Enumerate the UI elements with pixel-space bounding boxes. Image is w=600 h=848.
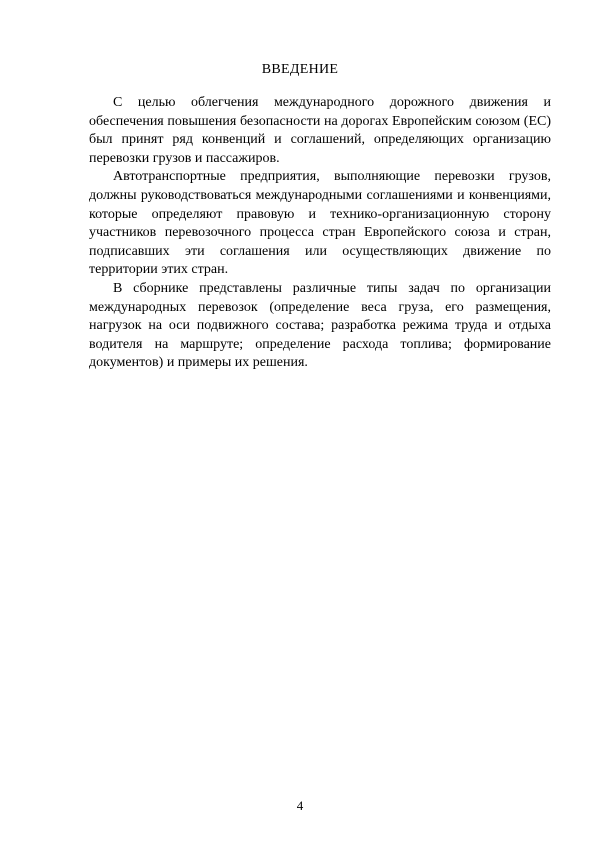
page-title: ВВЕДЕНИЕ [261, 62, 339, 77]
body-text [89, 94, 551, 373]
page-number: 4 [296, 798, 304, 813]
paragraph-1: С целью облегчения международного дорожного движения и обеспечения повышения безопасности на дорогах Европейским союзом (ЕС) был принят ряд конвенций и соглашений, определяющих организацию перевозки грузов и пассажиров. [89, 95, 551, 166]
paragraph-3: В сборнике представлены различные типы задач по организации международных перевозок (определение веса груза, его размещения, нагрузок на оси подвижного состава; разработка режима труда и отдыха водителя на маршруте; определение расхода топлива; формирование документов) и примеры их решения. [89, 280, 551, 371]
paragraph-2: Автотранспортные предприятия, выполняющие перевозки грузов, должны руководствоваться международными соглашениями и конвенциями, которые определяют правовую и технико-организационную сторону участников перевозочного процесса стран Европейского союза и стран, подписавших эти соглашения или осуществляющих движение по территории этих стран. [89, 169, 551, 278]
